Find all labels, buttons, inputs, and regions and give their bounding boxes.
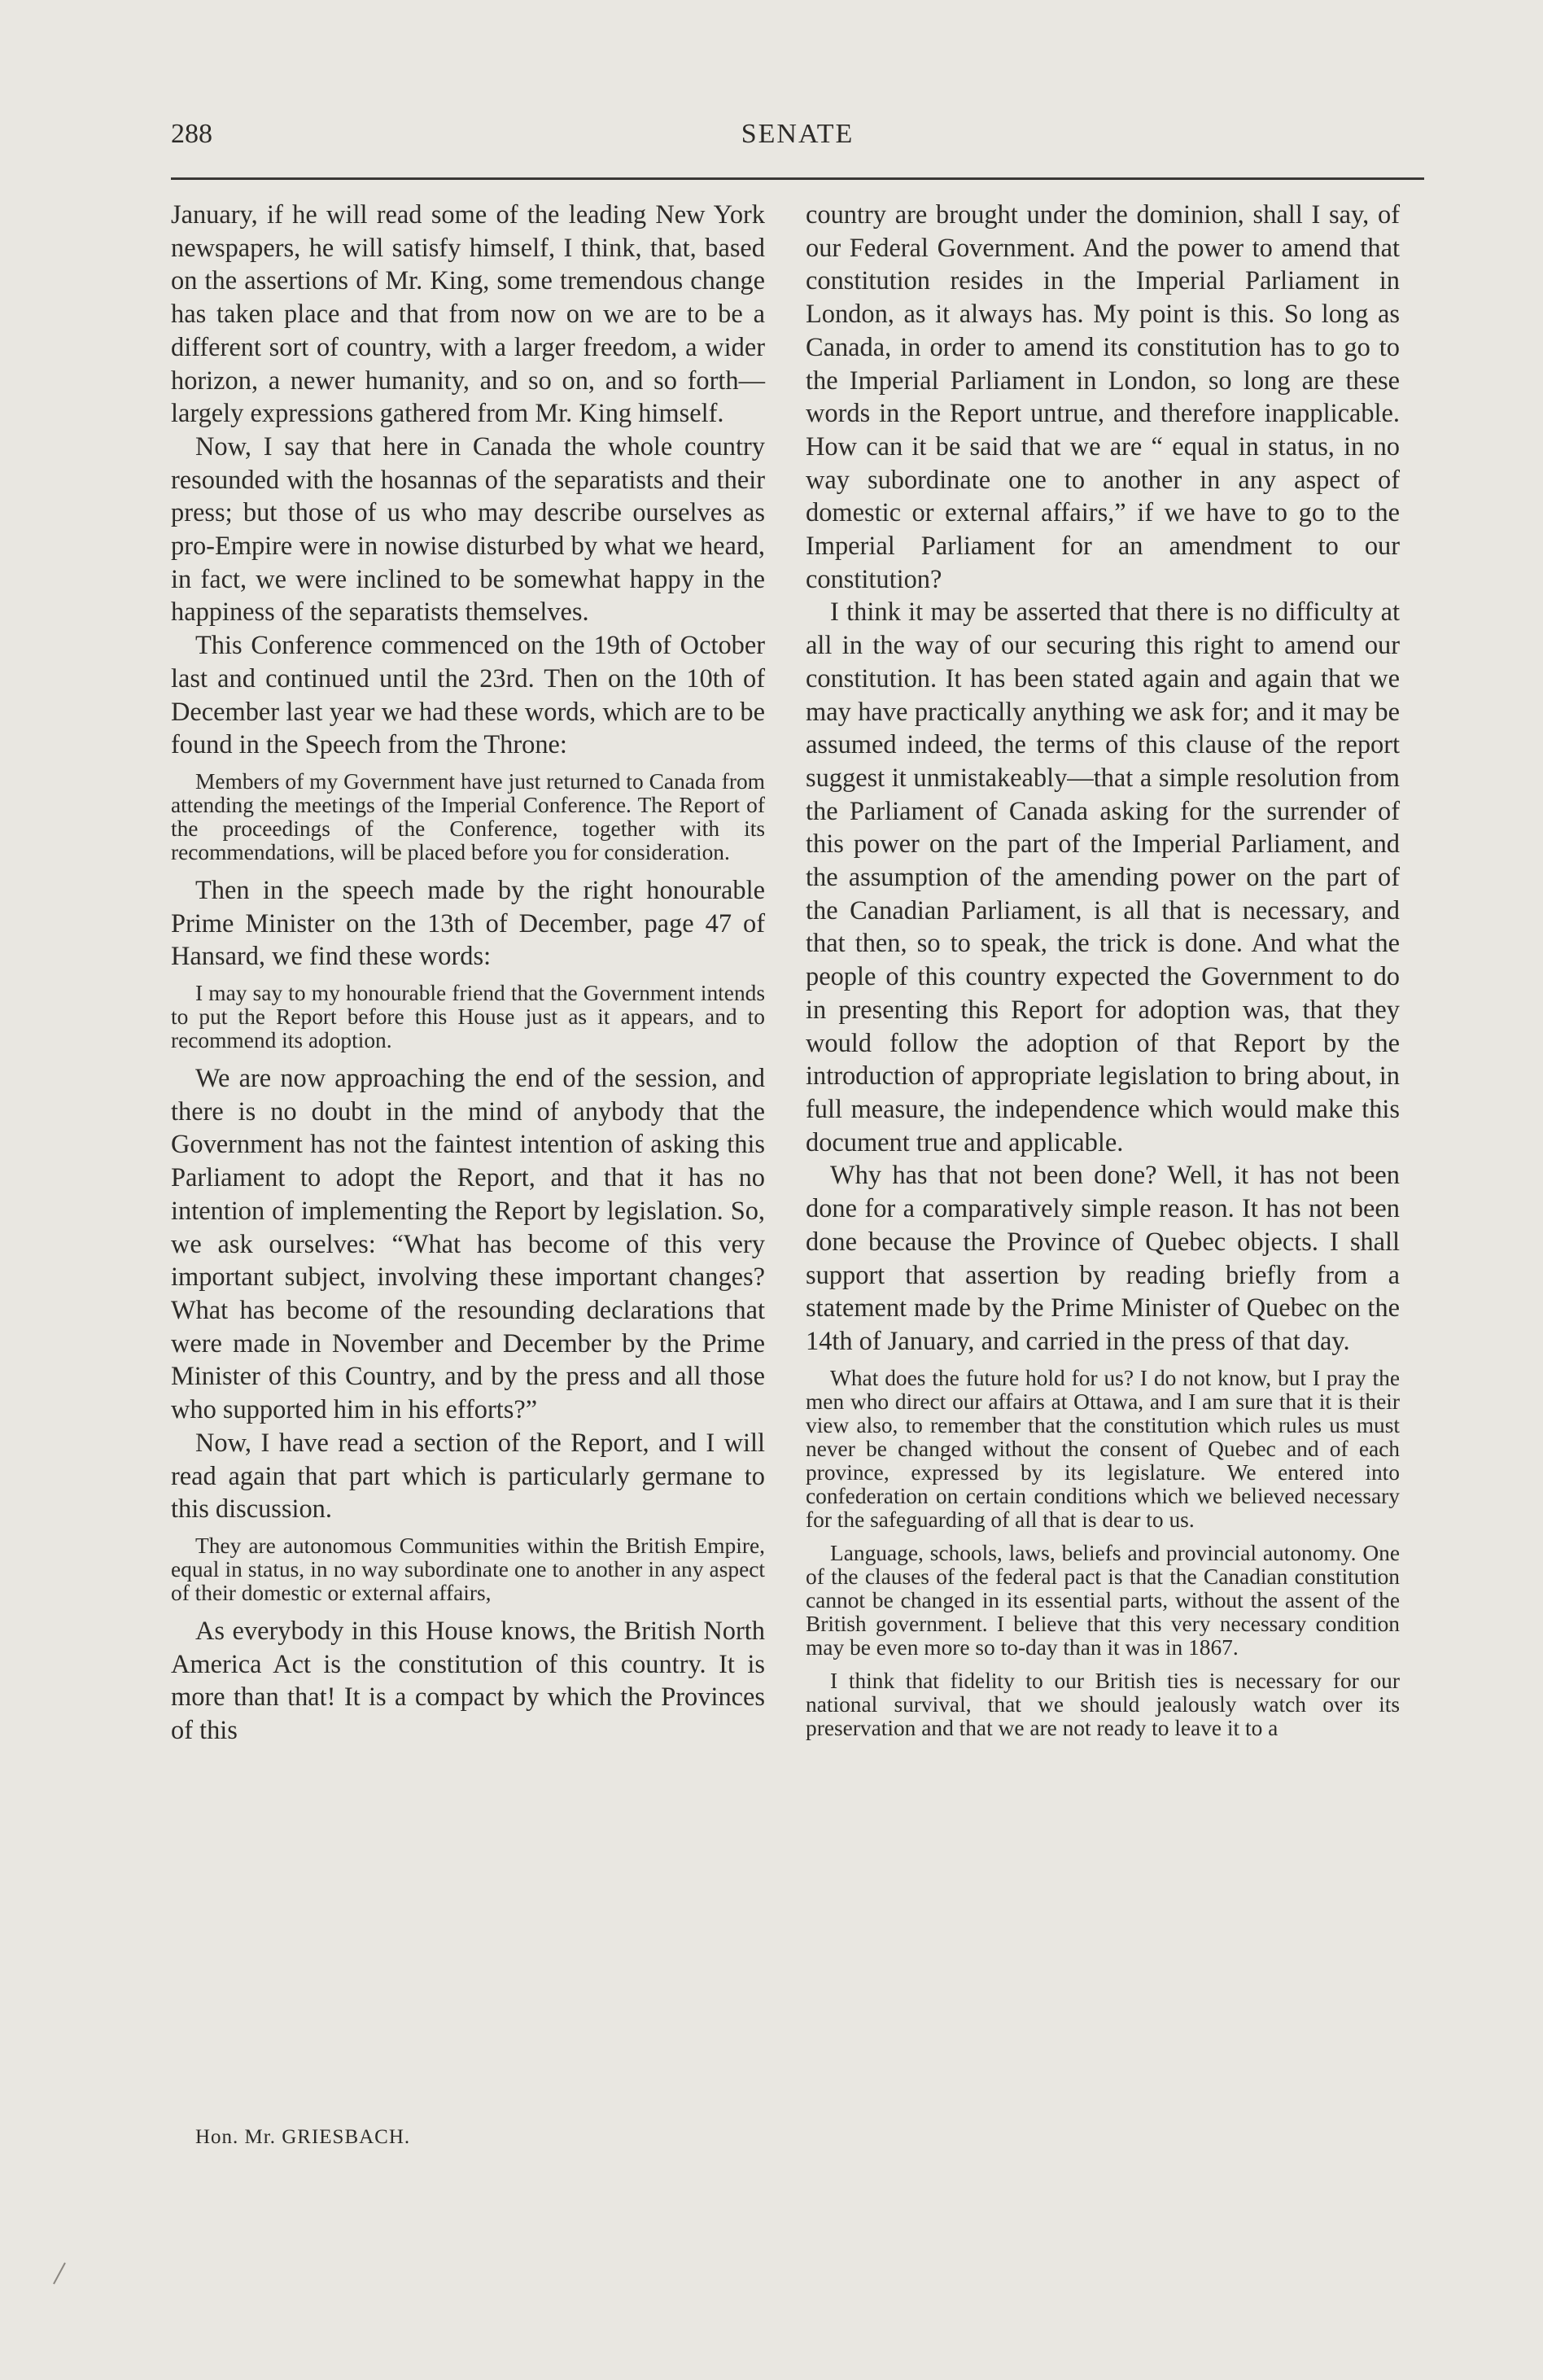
right-column-quote: I think that fidelity to our British ties is necessary for our national survival, that we should jealously watch over its preservation and that we are not ready to leave it to a: [806, 1668, 1400, 1740]
right-column-paragraph: I think it may be asserted that there is no difficulty at all in the way of our securing this right to amend our constitution. It has been stated again and again that we may have practically anything we ask for; and it may be assumed indeed, the terms of this clause of the report suggest it unmistakeably—that a simple resolution from the Parliament of Canada asking for the surrender of this power on the part of the Imperial Parliament, and the assumption of the amending power on the part of the Canadian Parliament, is all that is necessary, and that then, so to speak, the trick is done. And what the people of this country expected the Government to do in presenting this Report for adoption was, that they would follow the adoption of that Report by the introduction of appropriate legislation to bring about, in full measure, the independence which would make this document true and applicable.: [806, 597, 1400, 1157]
left-column-quote: They are autonomous Communities within the British Empire, equal in status, in no way subordinate one to another in any aspect of their domestic or external affairs,: [171, 1533, 765, 1605]
left-column: [171, 199, 765, 1748]
page-number: 288: [171, 119, 212, 149]
right-column-quote: What does the future hold for us? I do not know, but I pray the men who direct our affairs at Ottawa, and I am sure that it is their view also, to remember that the constitution which rules us must never be changed without the consent of Quebec and of each province, expressed by its legislature. We entered into confederation on certain conditions which we believed necessary for the safeguarding of all that is dear to us.: [806, 1365, 1400, 1532]
right-column-paragraph: country are brought under the dominion, shall I say, of our Federal Government. And the power to amend that constitution resides in the Imperial Parliament in London, as it always has. My point is this. So long as Canada, in order to amend its constitution has to go to the Imperial Parliament in London, so long are these words in the Report untrue, and therefore inapplicable. How can it be said that we are “ equal in status, in no way subordinate one to another in any aspect of domestic or external affairs,” if we have to go to the Imperial Parliament for an amendment to our constitution?: [806, 200, 1400, 594]
left-column-quote: Members of my Government have just returned to Canada from attending the meetings of the Imperial Conference. The Report of the proceedings of the Conference, together with its recommendations, will be placed before you for consideration.: [171, 768, 765, 864]
pencil-mark: [44, 2255, 76, 2287]
page-header: [171, 119, 1424, 160]
left-column-paragraph: We are now approaching the end of the session, and there is no doubt in the mind of anybody that the Government has not the faintest intention of asking this Parliament to adopt the Report, and that it has no intention of implementing the Report by legislation. So, we ask ourselves: “What has become of this very important subject, involving these important changes? What has become of the resounding declarations that were made in November and December by the Prime Minister of this Country, and by the press and all those who supported him in his efforts?”: [171, 1064, 765, 1425]
left-column-paragraph: Then in the speech made by the right honourable Prime Minister on the 13th of December, page 47 of Hansard, we find these words:: [171, 875, 765, 972]
right-column-quote: Language, schools, laws, beliefs and provincial autonomy. One of the clauses of the federal pact is that the Canadian constitution cannot be changed in its essential parts, without the assent of the British government. I believe that this very necessary condition may be even more so to-day than it was in 1867.: [806, 1540, 1400, 1660]
header-rule: [171, 177, 1424, 180]
left-column-paragraph: January, if he will read some of the leading New York newspapers, he will satisfy himself, I think, that, based on the assertions of Mr. King, some tremendous change has taken place and that from now on we are to be a different sort of country, with a larger freedom, a wider horizon, a newer humanity, and so on, and so forth—largely expressions gathered from Mr. King himself.: [171, 200, 765, 429]
right-column-paragraph: Why has that not been done? Well, it has not been done for a comparatively simple reason. It has not been done because the Province of Quebec objects. I shall support that assertion by reading briefly from a statement made by the Prime Minister of Quebec on the 14th of January, and carried in the press of that day.: [806, 1161, 1400, 1356]
left-column-paragraph: Now, I say that here in Canada the whole country resounded with the hosannas of the separatists and their press; but those of us who may describe ourselves as pro-Empire were in nowise disturbed by what we heard, in fact, we were inclined to be somewhat happy in the happiness of the separatists themselves.: [171, 431, 765, 628]
running-head: SENATE: [741, 119, 855, 149]
left-column-paragraph: As everybody in this House knows, the British North America Act is the constitution of this country. It is more than that! It is a compact by which the Provinces of this: [171, 1616, 765, 1746]
left-column-quote: I may say to my honourable friend that the Government intends to put the Report before this House just as it appears, and to recommend its adoption.: [171, 981, 765, 1053]
left-column-paragraph: This Conference commenced on the 19th of October last and continued until the 23rd. Then on the 10th of December last year we had these words, which are to be found in the Speech from the Throne:: [171, 631, 765, 760]
speaker-footer: Hon. Mr. GRIESBACH.: [195, 2126, 411, 2148]
right-column: [806, 199, 1400, 1750]
left-column-paragraph: Now, I have read a section of the Report, and I will read again that part which is particularly germane to this discussion.: [171, 1428, 765, 1525]
